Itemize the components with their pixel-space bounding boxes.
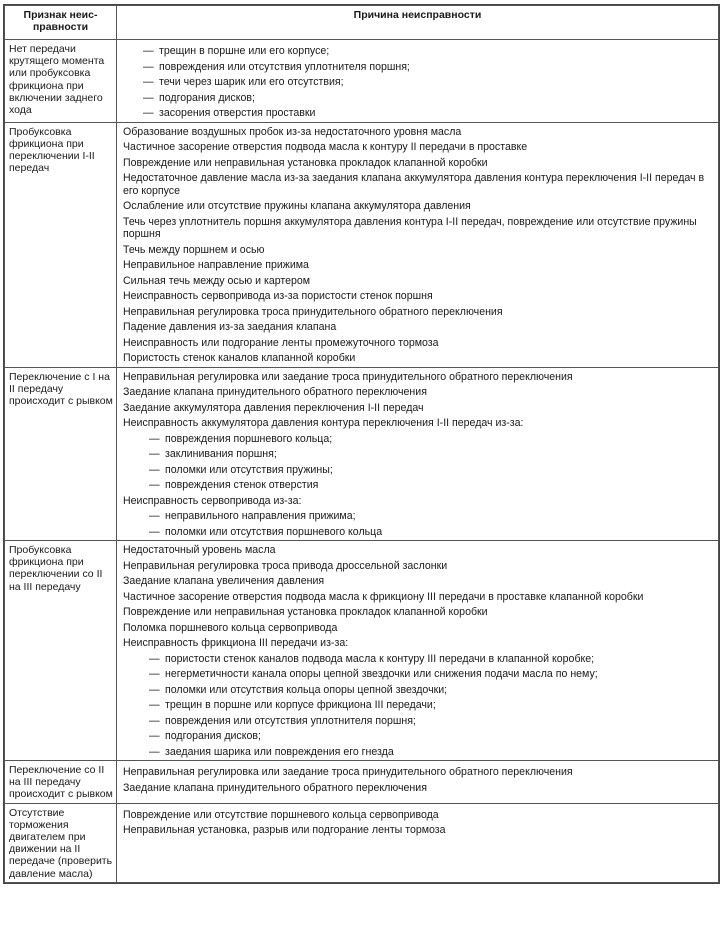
table-row — [5, 367, 719, 541]
cause-subitem — [121, 106, 714, 122]
cause-item — [121, 140, 714, 156]
cause-text: поломки или отсутствия пружины; — [165, 463, 333, 476]
dash-marker: — — [149, 683, 160, 696]
cause-item — [121, 215, 714, 243]
cause-text: Сильная течь между осью и картером — [123, 274, 311, 287]
cause-item — [121, 416, 714, 432]
causes-cell — [117, 122, 719, 367]
cause-subitem — [121, 729, 714, 745]
cause-item — [121, 320, 714, 336]
cause-text: подгорания дисков; — [159, 91, 255, 104]
cause-text: подгорания дисков; — [165, 730, 261, 742]
cause-item — [121, 636, 714, 652]
cause-subitem — [121, 683, 714, 699]
table-header-row — [5, 6, 719, 40]
cause-item — [121, 590, 714, 606]
cause-text: Заедание аккумулятора давления переключения I-II передач — [123, 401, 424, 414]
cause-text: Неправильная регулировка или заедание троса принудительного обратного переключения — [123, 370, 573, 383]
cause-text: Неправильная регулировка троса привода дроссельной заслонки — [123, 559, 448, 572]
symptom-cell: Пробуксовка фрикциона при переключении I-II передач — [5, 122, 117, 367]
dash-marker: — — [149, 668, 160, 680]
symptom-cell: Переключение со II на III передачу происходит с рывком — [5, 761, 117, 804]
cause-text: Частичное засорение отверстия подвода масла к фрикциону III передачи в проставке клапанной коробки — [123, 590, 644, 603]
causes-cell — [117, 40, 719, 123]
cause-subitem — [121, 745, 714, 761]
cause-text: повреждения или отсутствия уплотнителя поршня; — [159, 60, 410, 73]
fault-table-page — [3, 4, 720, 884]
causes-cell — [117, 803, 719, 882]
cause-item — [121, 336, 714, 352]
cause-item — [121, 543, 714, 559]
cause-item — [121, 574, 714, 590]
cause-text: Неисправность сервопривода из-за: — [123, 494, 302, 507]
cause-text: Пористость стенок каналов клапанной коробки — [123, 352, 356, 364]
cause-item — [121, 274, 714, 290]
cause-text: заклинивания поршня; — [165, 448, 277, 460]
cause-text: заедания шарика или повреждения его гнезда — [165, 745, 394, 758]
header-cause: Причина неисправности — [117, 6, 719, 40]
cause-text: Заедание клапана принудительного обратного переключения — [123, 781, 427, 794]
cause-subitem — [121, 432, 714, 448]
cause-item — [121, 494, 714, 510]
cause-item — [121, 305, 714, 321]
cause-text: Неисправность фрикциона III передачи из-за: — [123, 637, 349, 649]
dash-marker: — — [143, 107, 154, 119]
cause-item — [121, 351, 714, 367]
cause-item — [121, 370, 714, 386]
cause-subitem — [121, 75, 714, 91]
causes-cell — [117, 367, 719, 541]
cause-text: Неправильное направление прижима — [123, 259, 309, 271]
dash-marker: — — [149, 525, 160, 538]
cause-text: Недостаточный уровень масла — [123, 544, 276, 556]
cause-subitem — [121, 478, 714, 494]
cause-text: трещин в поршне или корпусе фрикциона III передачи; — [165, 699, 436, 711]
dash-marker: — — [143, 76, 154, 88]
cause-text: течи через шарик или его отсутствия; — [159, 76, 344, 88]
cause-text: повреждения стенок отверстия — [165, 479, 319, 491]
dash-marker: — — [149, 652, 160, 665]
causes-cell — [117, 541, 719, 761]
cause-text: Образование воздушных пробок из-за недостаточного уровня масла — [123, 125, 462, 138]
cause-item — [121, 289, 714, 305]
cause-item — [121, 258, 714, 274]
cause-subitem — [121, 525, 714, 541]
cause-item — [121, 621, 714, 637]
dash-marker: — — [149, 463, 160, 476]
table-row — [5, 761, 719, 804]
cause-item — [121, 199, 714, 215]
cause-item — [121, 125, 714, 141]
symptom-cell: Пробуксовка фрикциона при переключении со II на III передачу — [5, 541, 117, 761]
cause-text: повреждения или отсутствия уплотнителя поршня; — [165, 714, 416, 727]
cause-text: Неправильная регулировка или заедание троса принудительного обратного переключения — [123, 766, 573, 778]
dash-marker: — — [143, 45, 154, 57]
dash-marker: — — [143, 60, 154, 73]
cause-subitem — [121, 447, 714, 463]
symptom-cell: Нет передачи крутящего момента или пробуксовка фрикциона при включении заднего хода — [5, 40, 117, 123]
cause-text: Неправильная регулировка троса принудительного обратного переключения — [123, 305, 503, 318]
cause-subitem — [121, 667, 714, 683]
cause-text: Частичное засорение отверстия подвода масла к контуру II передачи в проставке — [123, 141, 528, 153]
cause-text: негерметичности канала опоры цепной звездочки или снижения подачи масла по нему; — [165, 668, 598, 680]
cause-item — [121, 781, 714, 797]
cause-text: повреждения поршневого кольца; — [165, 432, 333, 445]
dash-marker: — — [149, 699, 160, 711]
cause-text: Падение давления из-за заедания клапана — [123, 321, 337, 333]
cause-text: Поломка поршневого кольца сервопривода — [123, 621, 338, 634]
table-row — [5, 803, 719, 882]
cause-item — [121, 385, 714, 401]
dash-marker: — — [149, 432, 160, 445]
cause-item — [121, 171, 714, 199]
symptom-cell: Переключение с I на II передачу происходит с рывком — [5, 367, 117, 541]
cause-subitem — [121, 44, 714, 60]
cause-text: Ослабление или отсутствие пружины клапана аккумулятора давления — [123, 200, 471, 212]
cause-text: Течь через уплотнитель поршня аккумулятора давления контура I-II передач, повреждение или отсутствие пружины поршня — [123, 215, 697, 240]
header-symptom: Признак неис-правности — [5, 6, 117, 40]
cause-subitem — [121, 509, 714, 525]
dash-marker: — — [149, 730, 160, 742]
cause-item — [121, 605, 714, 621]
cause-item — [121, 765, 714, 781]
cause-text: трещин в поршне или его корпусе; — [159, 45, 330, 57]
cause-subitem — [121, 91, 714, 107]
table-row — [5, 40, 719, 123]
cause-item — [121, 559, 714, 575]
fault-table — [4, 5, 719, 883]
cause-text: пористости стенок каналов подвода масла к контуру III передачи в клапанной коробке; — [165, 652, 595, 665]
cause-subitem — [121, 698, 714, 714]
cause-text: засорения отверстия проставки — [159, 107, 316, 119]
cause-item — [121, 156, 714, 172]
cause-text: Неисправность сервопривода из-за пористости стенок поршня — [123, 290, 433, 302]
dash-marker: — — [149, 714, 160, 727]
cause-text: Заедание клапана увеличения давления — [123, 575, 325, 587]
symptom-cell: Отсутствие торможения двигателем при движении на II передаче (проверить давление масла) — [5, 803, 117, 882]
cause-item — [121, 401, 714, 417]
cause-subitem — [121, 463, 714, 479]
cause-text: Недостаточное давление масла из-за заедания клапана аккумулятора давления контура переключения I-II передач в его корпусе — [123, 172, 705, 197]
cause-text: Неисправность или подгорание ленты промежуточного тормоза — [123, 336, 439, 349]
cause-item — [121, 823, 714, 839]
cause-subitem — [121, 60, 714, 76]
dash-marker: — — [143, 91, 154, 104]
causes-cell — [117, 761, 719, 804]
cause-subitem — [121, 652, 714, 668]
cause-item — [121, 808, 714, 824]
cause-text: Неправильная установка, разрыв или подгорание ленты тормоза — [123, 824, 446, 837]
cause-text: Заедание клапана принудительного обратного переключения — [123, 386, 427, 398]
cause-text: Повреждение или отсутствие поршневого кольца сервопривода — [123, 808, 439, 821]
cause-item — [121, 243, 714, 259]
table-body — [5, 40, 719, 883]
cause-text: поломки или отсутствия поршневого кольца — [165, 525, 383, 538]
dash-marker: — — [149, 745, 160, 758]
cause-text: неправильного направления прижима; — [165, 510, 356, 522]
cause-text: Течь между поршнем и осью — [123, 243, 265, 256]
dash-marker: — — [149, 448, 160, 460]
table-row — [5, 541, 719, 761]
table-row — [5, 122, 719, 367]
cause-text: Повреждение или неправильная установка прокладок клапанной коробки — [123, 606, 488, 618]
dash-marker: — — [149, 510, 160, 522]
cause-subitem — [121, 714, 714, 730]
cause-text: Неисправность аккумулятора давления контура переключения I-II передач из-за: — [123, 417, 524, 429]
dash-marker: — — [149, 479, 160, 491]
cause-text: Повреждение или неправильная установка прокладок клапанной коробки — [123, 156, 488, 169]
cause-text: поломки или отсутствия кольца опоры цепной звездочки; — [165, 683, 448, 696]
